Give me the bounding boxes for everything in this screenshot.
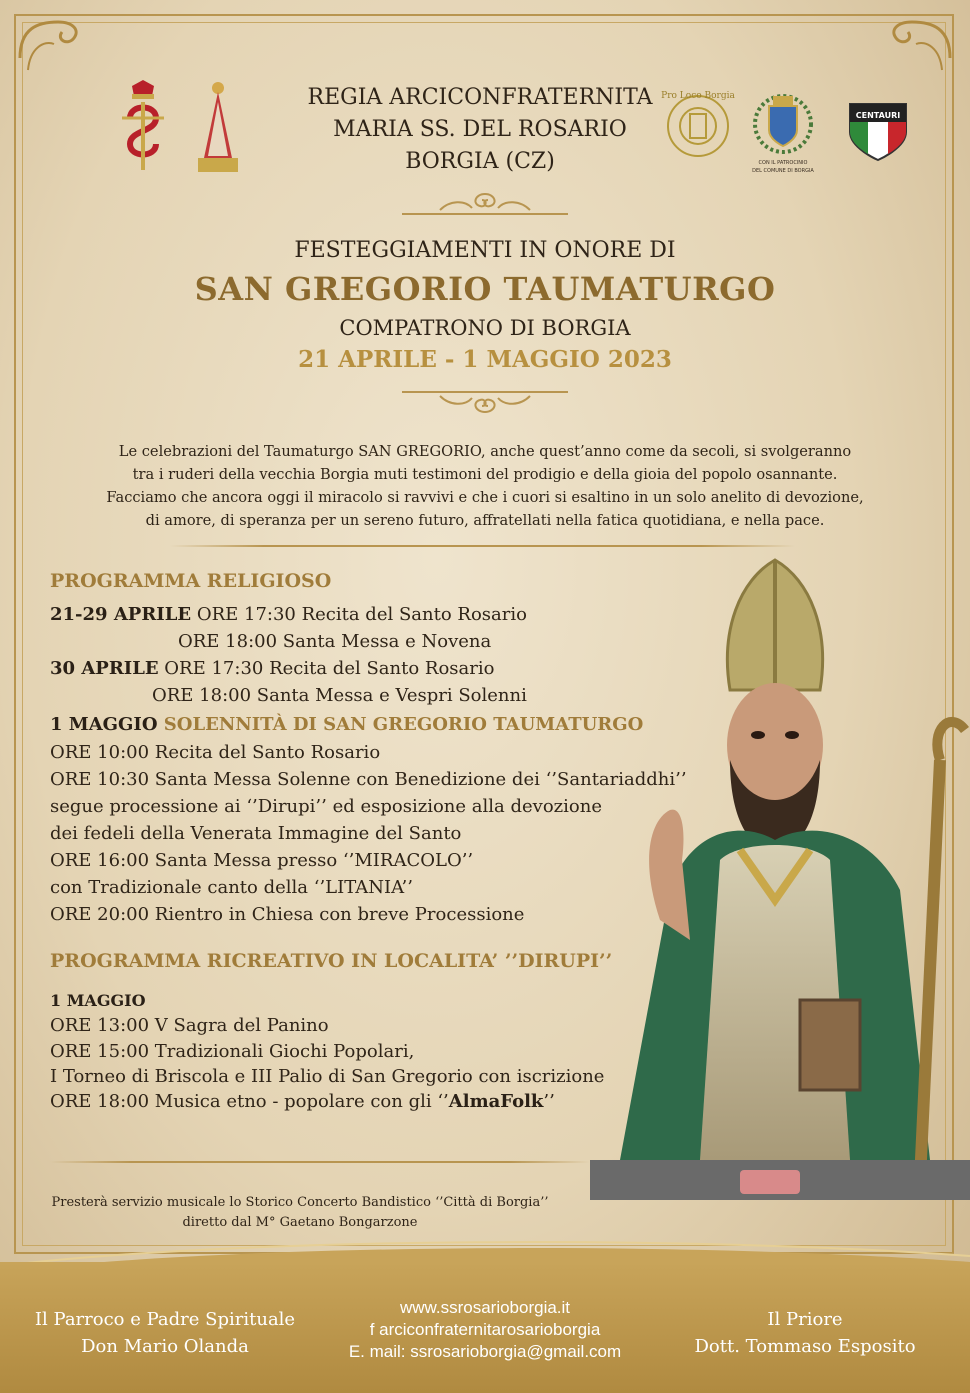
section-divider [50, 1161, 590, 1163]
proloco-logo-text: Pro Loco Borgia [661, 91, 735, 101]
intro-line: Le celebrazioni del Taumaturgo SAN GREGORIO, anche quest’anno come da secoli, si svolgeranno [118, 443, 852, 460]
schedule-line [50, 712, 643, 738]
header-line-2: MARIA SS. DEL ROSARIO [333, 117, 627, 142]
schedule-line: ORE 18:00 Santa Messa e Novena [178, 631, 492, 652]
programma-religioso-title: PROGRAMMA RELIGIOSO [50, 570, 332, 592]
schedule-line: ORE 13:00 V Sagra del Panino [50, 1015, 329, 1036]
footnote-line: Presterà servizio musicale lo Storico Concerto Bandistico ‘’Città di Borgia’’ [51, 1195, 549, 1210]
schedule-line [50, 602, 527, 628]
compatrono-subtitle: COMPATRONO DI BORGIA [339, 316, 631, 340]
schedule-line: ORE 18:00 Santa Messa e Vespri Solenni [152, 685, 527, 706]
schedule-line: ORE 10:30 Santa Messa Solenne con Benedizione dei ‘’Santariaddhi’’ [50, 769, 687, 790]
intro-paragraph [90, 440, 880, 532]
email-link[interactable]: E. mail: ssrosarioborgia@gmail.com [348, 1342, 622, 1361]
madonna-statue-icon [190, 78, 246, 178]
solennita-title: SOLENNITÀ DI SAN GREGORIO TAUMATURGO [157, 714, 644, 735]
corner-ornament-icon [18, 18, 88, 73]
priore-role: Il Priore [767, 1309, 843, 1330]
schedule-line: dei fedeli della Venerata Immagine del Santo [50, 823, 462, 844]
schedule-line [50, 656, 494, 682]
footnote-line: diretto dal M° Gaetano Bongarzone [182, 1215, 418, 1230]
website-link[interactable]: www.ssrosarioborgia.it [399, 1298, 571, 1317]
header-line-3: BORGIA (CZ) [405, 149, 555, 174]
confraternita-name [290, 82, 670, 178]
contacts [310, 1297, 660, 1363]
schedule-line: segue processione ai ‘’Dirupi’’ ed esposizione alla devozione [50, 796, 602, 817]
band-name: AlmaFolk [448, 1091, 544, 1112]
header-line-1: REGIA ARCICONFRATERNITA [307, 85, 653, 110]
ricreativo-date: 1 MAGGIO [50, 991, 146, 1010]
comune-crest-text-2: DEL COMUNE DI BORGIA [752, 168, 814, 174]
schedule-line [50, 1089, 555, 1115]
parroco-name: Don Mario Olanda [81, 1336, 249, 1357]
parroco-role: Il Parroco e Padre Spirituale [34, 1309, 296, 1330]
ornament-divider-icon [400, 384, 570, 418]
centauri-shield-logo [846, 98, 910, 164]
proloco-logo [661, 86, 735, 166]
schedule-date: 1 MAGGIO [50, 714, 158, 735]
programma-ricreativo-title: PROGRAMMA RICREATIVO IN LOCALITA’ ’’DIRUPI’’ [50, 950, 613, 972]
saint-name-title: SAN GREGORIO TAUMATURGO [194, 270, 776, 308]
schedule-text: ORE 17:30 Recita del Santo Rosario [191, 604, 527, 625]
event-dates: 21 APRILE - 1 MAGGIO 2023 [298, 346, 672, 373]
schedule-text: ORE 18:00 Musica etno - popolare con gli ‘’ [50, 1091, 449, 1112]
schedule-line: ORE 15:00 Tradizionali Giochi Popolari, [50, 1041, 415, 1062]
schedule-text: ORE 17:30 Recita del Santo Rosario [158, 658, 495, 679]
comune-crest-text-1: CON IL PATROCINIO [758, 160, 808, 166]
confraternita-monogram-icon [112, 78, 174, 178]
corner-ornament-icon [882, 18, 952, 73]
priore-name: Dott. Tommaso Esposito [694, 1336, 916, 1357]
schedule-line: con Tradizionale canto della ‘’LITANIA’’ [50, 877, 413, 898]
parroco-signature [20, 1306, 310, 1360]
priore-signature [670, 1306, 940, 1360]
schedule-text: ’’ [543, 1091, 555, 1112]
schedule-date: 30 APRILE [50, 658, 159, 679]
ornament-divider-icon [400, 190, 570, 226]
intro-line: tra i ruderi della vecchia Borgia muti testimoni del prodigio e della gioia del popolo osannante. [132, 466, 838, 483]
festeggiamenti-heading: FESTEGGIAMENTI IN ONORE DI [294, 238, 676, 263]
facebook-link[interactable]: f arciconfraternitarosarioborgia [369, 1320, 601, 1339]
saint-statue-image [590, 560, 970, 1200]
schedule-line: ORE 10:00 Recita del Santo Rosario [50, 742, 381, 763]
intro-line: Facciamo che ancora oggi il miracolo si ravvivi e che i cuori si esaltino in un solo anelito di devozione, [106, 489, 864, 506]
centauri-logo-text: CENTAURI [855, 111, 901, 120]
section-divider [170, 545, 795, 547]
comune-borgia-crest [745, 84, 821, 178]
schedule-line: ORE 20:00 Rientro in Chiesa con breve Processione [50, 904, 525, 925]
schedule-date: 21-29 APRILE [50, 604, 192, 625]
intro-line: di amore, di speranza per un sereno futuro, affratellati nella fatica quotidiana, e nella pace. [145, 512, 825, 529]
schedule-line: ORE 16:00 Santa Messa presso ‘’MIRACOLO’’ [50, 850, 474, 871]
schedule-line: I Torneo di Briscola e III Palio di San Gregorio con iscrizione [50, 1066, 605, 1087]
